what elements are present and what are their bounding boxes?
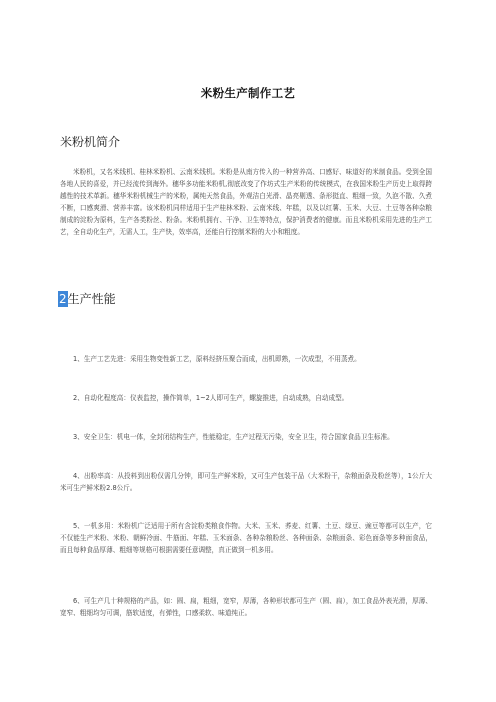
performance-item-6: 6、可生产几十种规格的产品，如：圆、扁，粗细，宽窄，厚薄，各种形状都可生产（圆、扁），加工食品外表光滑，厚薄、宽窄、粗细均匀可调，筋软适度，有弹性，口感柔软、味道纯正。: [60, 597, 432, 617]
performance-item-2: 2、自动化程度高：仪表监控，操作简单，1~2人即可生产，螺旋推进，自动成熟，自动成型。: [73, 394, 349, 402]
intro-paragraph: 米粉机，又名米线机、桂林米粉机、云南米线机。米粉是从南方传入的一种营养高、口感好、味道好的米制食品。受到全国各地人民的喜爱，并已经流传到海外。穗华多功能米粉机,彻底改变了作坊式生产米粉的传统模式，在我国米粉生产历史上取得跨越性的技术革新。穗华米粉机械生产的米粉，属纯天然食品，外观洁白光滑、晶亮剔透、条形挺直、粗细一致，久泡不散、久煮不断，口感爽滑、营养丰富。该米粉机同样适用于生产桂林米粉、云南米线、年糕，以及以红薯、玉米、大豆、土豆等各种杂粮制成的淀粉为原料，生产各类粉丝、粉条。米粉机拥有、干净、卫生等特点，保护消费者的健康。而且米粉机采用先进的生产工艺，全自动化生产，无需人工，生产快，效率高，还能自行控制米粉的大小和粗度。: [60, 168, 432, 236]
performance-item-5: 5、一机多用：米粉机广泛适用于所有含淀粉类粮食作物。大米、玉米、荞麦、红薯、土豆、绿豆、豌豆等都可以生产，它不仅能生产米粉、米粉、朝鲜冷面、牛筋面、年糕、玉米面条、各种杂粮粉丝、各种面条、杂粮面条、彩色面条等多种面食品，而且每种食品厚薄、粗细等规格可根据需要任意调整，真正做到一机多用。: [60, 522, 432, 554]
performance-item-1: 1、生产工艺先进：采用生物变性新工艺，原料经挤压聚合而成，出机即熟，一次成型，不用蒸煮。: [73, 355, 361, 363]
section-number-marker: 2: [59, 292, 67, 306]
section-heading-text: 生产性能: [67, 292, 116, 306]
section-heading-intro: 米粉机简介: [60, 135, 121, 149]
performance-item-3: 3、安全卫生：机电一体，全封闭结构生产，性能稳定，生产过程无污染，安全卫生，符合国家食品卫生标准。: [73, 433, 394, 441]
section-heading-performance: [58, 290, 116, 307]
performance-item-4: 4、出粉率高：从投料到出粉仅需几分钟，即可生产鲜米粉，又可生产包装干品（大米粉干，杂粮面条及粉丝等），1公斤大米可生产鲜米粉2.8公斤。: [60, 472, 432, 492]
document-title: 米粉生产制作工艺: [200, 86, 296, 100]
